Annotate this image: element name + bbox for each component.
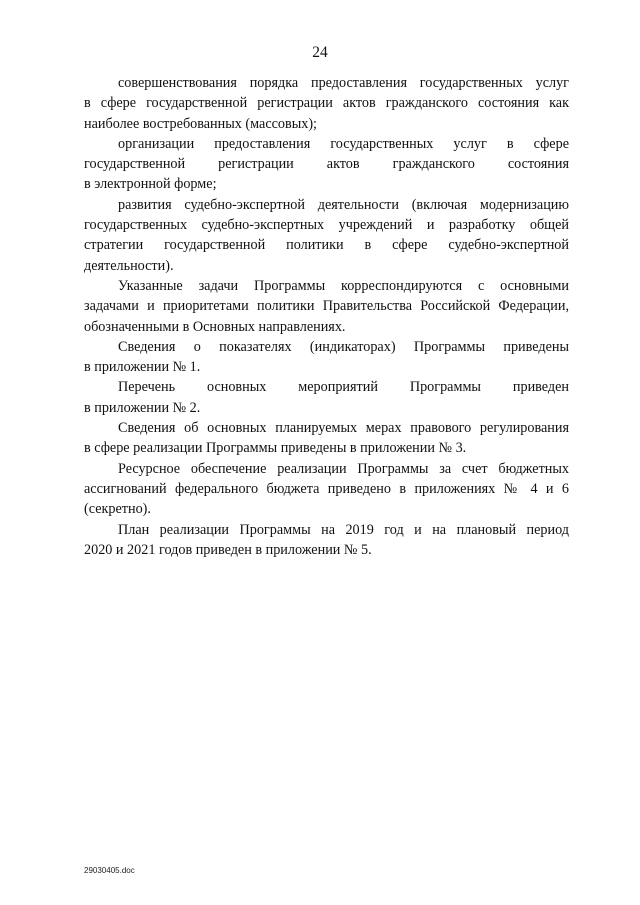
text-line: 2020 и 2021 годов приведен в приложении № 5. — [84, 541, 372, 558]
text-line: государственной регистрации актов гражданского состояния — [84, 156, 569, 173]
text-line: Ресурсное обеспечение реализации Программы за счет бюджетных — [118, 460, 569, 477]
text-line: (секретно). — [84, 501, 151, 518]
text-line: в электронной форме; — [84, 176, 217, 193]
text-line: в сфере государственной регистрации актов гражданского состояния как — [84, 95, 569, 112]
text-line: Сведения об основных планируемых мерах правового регулирования — [118, 420, 569, 437]
text-line: ассигнований федерального бюджета приведено в приложениях № 4 и 6 — [84, 480, 569, 497]
text-line: задачами и приоритетами политики Правительства Российской Федерации, — [84, 298, 569, 315]
paragraph-1 — [84, 73, 569, 134]
text-line: совершенствования порядка предоставления государственных услуг — [118, 75, 569, 91]
document-footer-filename: 29030405.doc — [84, 866, 135, 875]
paragraph-5 — [84, 337, 569, 378]
text-line: План реализации Программы на 2019 год и на плановый период — [118, 521, 569, 538]
text-line: деятельности). — [84, 257, 174, 274]
text-line: в приложении № 1. — [84, 359, 201, 376]
paragraph-3 — [84, 195, 569, 276]
text-line: организации предоставления государственных услуг в сфере — [118, 135, 569, 152]
paragraph-2 — [84, 134, 569, 195]
text-line: государственных судебно-экспертных учреждений и разработку общей — [84, 217, 569, 234]
paragraph-6 — [84, 377, 569, 418]
text-line: наиболее востребованных (массовых); — [84, 115, 317, 132]
text-line: в сфере реализации Программы приведены в приложении № 3. — [84, 440, 467, 457]
text-line: в приложении № 2. — [84, 399, 201, 416]
paragraph-4 — [84, 276, 569, 337]
text-line: Указанные задачи Программы корреспондируются с основными — [118, 277, 569, 294]
page-number: 24 — [312, 44, 328, 61]
document-body — [84, 73, 569, 560]
text-line: обозначенными в Основных направлениях. — [84, 318, 346, 335]
paragraph-8 — [84, 459, 569, 520]
text-line: стратегии государственной политики в сфере судебно-экспертной — [84, 237, 569, 254]
paragraph-9 — [84, 520, 569, 561]
text-line: развития судебно-экспертной деятельности (включая модернизацию — [118, 196, 569, 213]
text-line: Сведения о показателях (индикаторах) Программы приведены — [118, 338, 569, 355]
text-line: Перечень основных мероприятий Программы приведен — [118, 379, 569, 396]
paragraph-7 — [84, 418, 569, 459]
